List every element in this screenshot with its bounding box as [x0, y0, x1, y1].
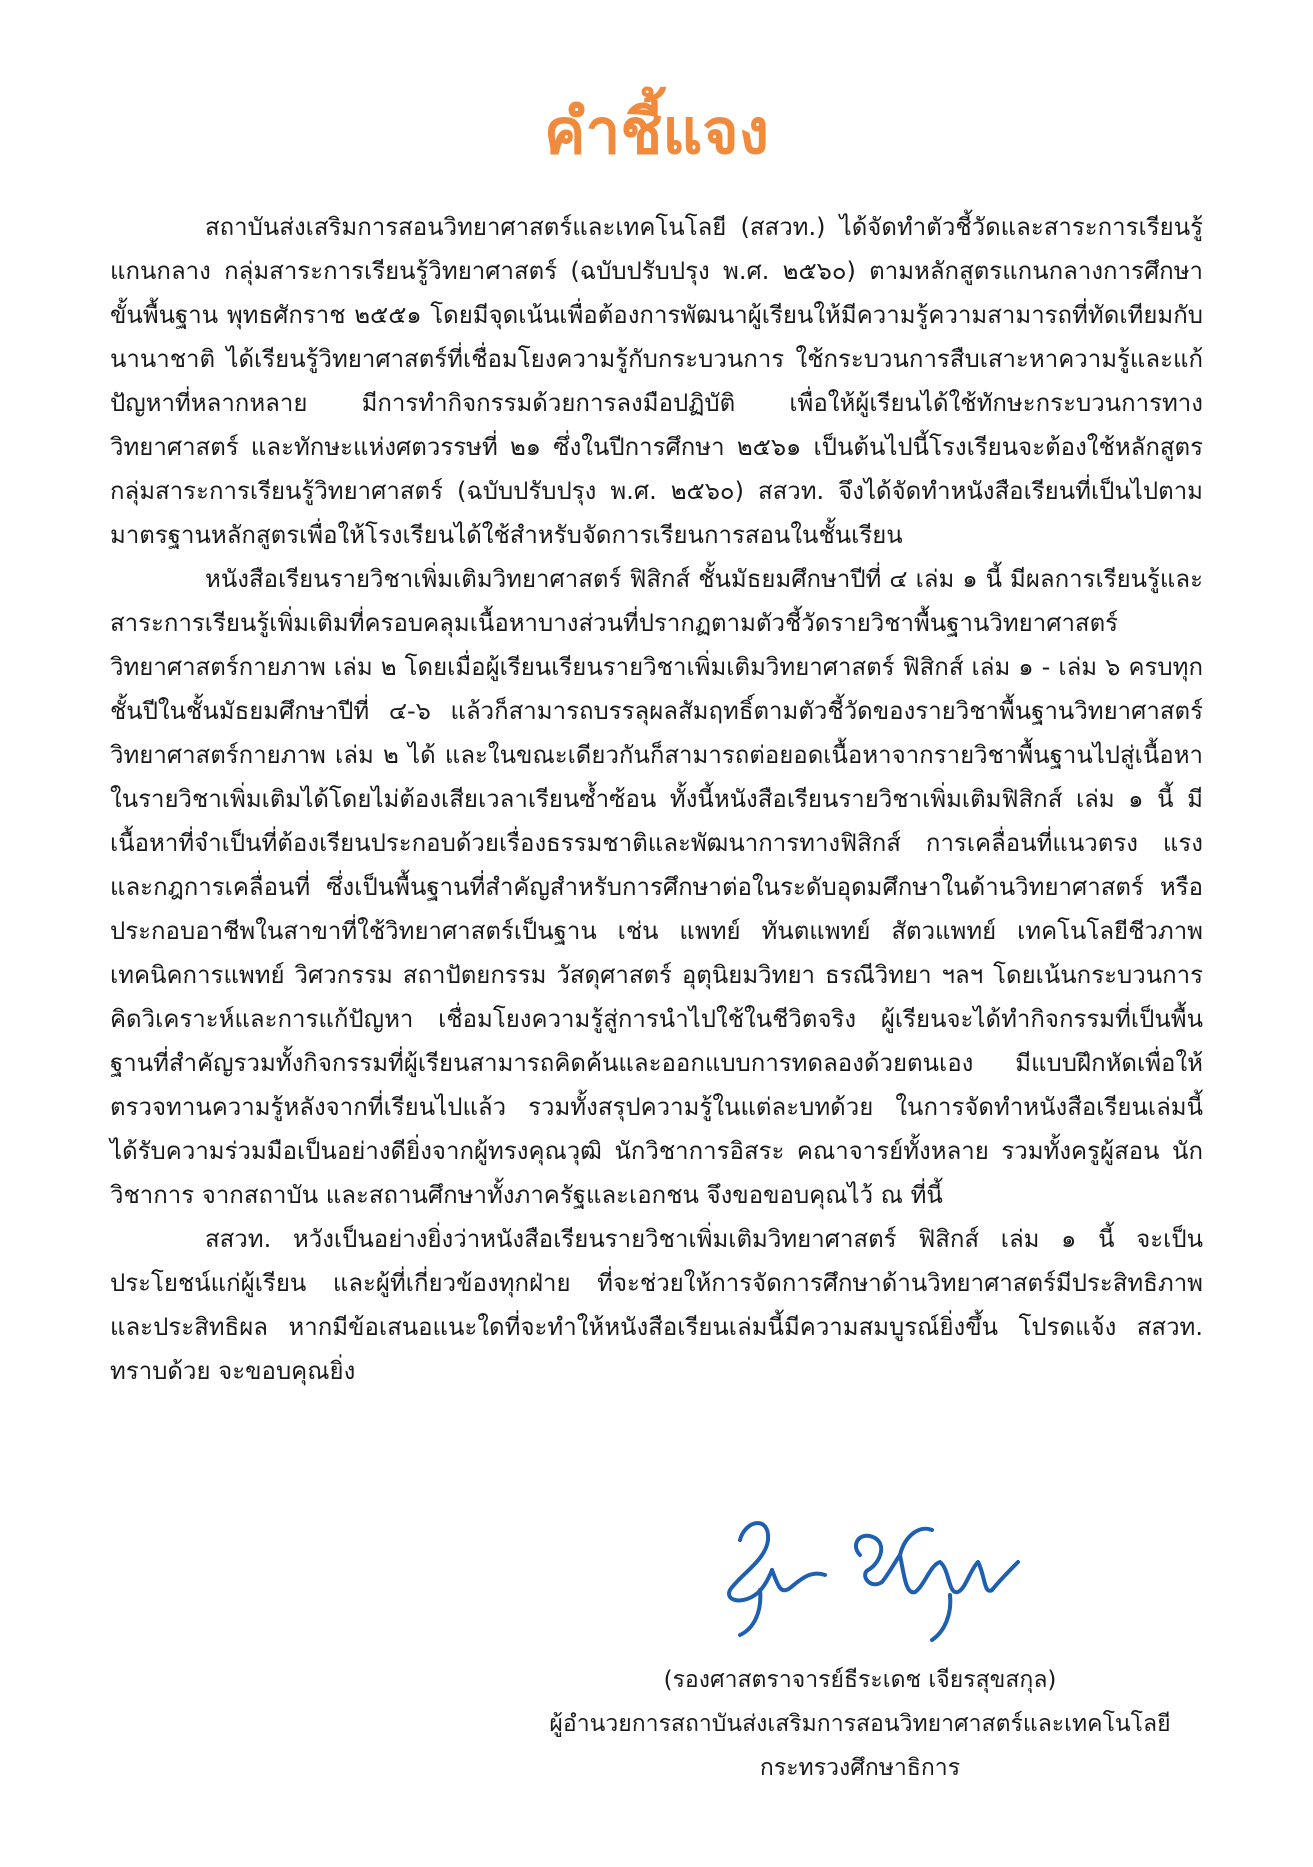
page-title: คำชี้แจง [544, 95, 769, 168]
signatory-organization: กระทรวงศึกษาธิการ [759, 1755, 961, 1781]
paragraph-2: หนังสือเรียนรายวิชาเพิ่มเติมวิทยาศาสตร์ ฟิสิกส์ ชั้นมัธยมศึกษาปีที่ ๔ เล่ม ๑ นี้ มีผลการเรียนรู้และสาระการเรียนรู้เพิ่มเติมที่ครอบคลุมเนื้อหาบางส่วนที่ปรากฏตามตัวชี้วัดรายวิชาพื้นฐานวิทยาศาสตร์ วิทยาศาสตร์กายภาพ เล่ม ๒ โดยเมื่อผู้เรียนเรียนรายวิชาเพิ่มเติมวิทยาศาสตร์ ฟิสิกส์ เล่ม ๑ - เล่ม ๖ ครบทุกชั้นปีในชั้นมัธยมศึกษาปีที่ ๔-๖ แล้วก็สามารถบรรลุผลสัมฤทธิ์ตามตัวชี้วัดของรายวิชาพื้นฐานวิทยาศาสตร์ วิทยาศาสตร์กายภาพ เล่ม ๒ ได้ และในขณะเดียวกันก็สามารถต่อยอดเนื้อหาจากรายวิชาพื้นฐานไปสู่เนื้อหาในรายวิชาเพิ่มเติมได้โดยไม่ต้องเสียเวลาเรียนซ้ำซ้อน ทั้งนี้หนังสือเรียนรายวิชาเพิ่มเติมฟิสิกส์ เล่ม ๑ นี้ มีเนื้อหาที่จำเป็นที่ต้องเรียนประกอบด้วยเรื่องธรรมชาติและพัฒนาการทางฟิสิกส์ การเคลื่อนที่แนวตรง แรงและกฎการเคลื่อนที่ ซึ่งเป็นพื้นฐานที่สำคัญสำหรับการศึกษาต่อในระดับอุดมศึกษาในด้านวิทยาศาสตร์ หรือประกอบอาชีพในสาขาที่ใช้วิทยาศาสตร์เป็นฐาน เช่น แพทย์ ทันตแพทย์ สัตวแพทย์ เทคโนโลยีชีวภาพ เทคนิคการแพทย์ วิศวกรรม สถาปัตยกรรม วัสดุศาสตร์ อุตุนิยมวิทยา ธรณีวิทยา ฯลฯ โดยเน้นกระบวนการคิดวิเคราะห์และการแก้ปัญหา เชื่อมโยงความรู้สู่การนำไปใช้ในชีวิตจริง ผู้เรียนจะได้ทำกิจกรรมที่เป็นพื้นฐานที่สำคัญรวมทั้งกิจกรรมที่ผู้เรียนสามารถคิดค้นและออกแบบการทดลองด้วยตนเอง มีแบบฝึกหัดเพื่อให้ตรวจทานความรู้หลังจากที่เรียนไปแล้ว รวมทั้งสรุปความรู้ในแต่ละบทด้วย ในการจัดทำหนังสือเรียนเล่มนี้ ได้รับความร่วมมือเป็นอย่างดียิ่งจากผู้ทรงคุณวุฒิ นักวิชาการอิสระ คณาจารย์ทั้งหลาย รวมทั้งครูผู้สอน นักวิชาการ จากสถาบัน และสถานศึกษาทั้งภาครัฐและเอกชน จึงขอขอบคุณไว้ ณ ที่นี้ [110, 565, 1204, 1209]
signatory-block [480, 1658, 1240, 1790]
signatory-name: (รองศาสตราจารย์ธีระเดช เจียรสุขสกุล) [663, 1667, 1057, 1693]
paragraph-1: สถาบันส่งเสริมการสอนวิทยาศาสตร์และเทคโนโลยี (สสวท.) ได้จัดทำตัวชี้วัดและสาระการเรียนรู้แกนกลาง กลุ่มสาระการเรียนรู้วิทยาศาสตร์ (ฉบับปรับปรุง พ.ศ. ๒๕๖๐) ตามหลักสูตรแกนกลางการศึกษาขั้นพื้นฐาน พุทธศักราช ๒๕๕๑ โดยมีจุดเน้นเพื่อต้องการพัฒนาผู้เรียนให้มีความรู้ความสามารถที่ทัดเทียมกับนานาชาติ ได้เรียนรู้วิทยาศาสตร์ที่เชื่อมโยงความรู้กับกระบวนการ ใช้กระบวนการสืบเสาะหาความรู้และแก้ปัญหาที่หลากหลาย มีการทำกิจกรรมด้วยการลงมือปฏิบัติ เพื่อให้ผู้เรียนได้ใช้ทักษะกระบวนการทางวิทยาศาสตร์ และทักษะแห่งศตวรรษที่ ๒๑ ซึ่งในปีการศึกษา ๒๕๖๑ เป็นต้นไปนี้โรงเรียนจะต้องใช้หลักสูตรกลุ่มสาระการเรียนรู้วิทยาศาสตร์ (ฉบับปรับปรุง พ.ศ. ๒๕๖๐) สสวท. จึงได้จัดทำหนังสือเรียนที่เป็นไปตามมาตรฐานหลักสูตรเพื่อให้โรงเรียนได้ใช้สำหรับจัดการเรียนการสอนในชั้นเรียน [110, 213, 1203, 549]
body-text [110, 205, 1203, 1393]
paragraph-3: สสวท. หวังเป็นอย่างยิ่งว่าหนังสือเรียนรายวิชาเพิ่มเติมวิทยาศาสตร์ ฟิสิกส์ เล่ม ๑ นี้ จะเป็นประโยชน์แก่ผู้เรียน และผู้ที่เกี่ยวข้องทุกฝ่าย ที่จะช่วยให้การจัดการศึกษาด้านวิทยาศาสตร์มีประสิทธิภาพและประสิทธิผล หากมีข้อเสนอแนะใดที่จะทำให้หนังสือเรียนเล่มนี้มีความสมบูรณ์ยิ่งขึ้น โปรดแจ้ง สสวท. ทราบด้วย จะขอบคุณยิ่ง [110, 1225, 1203, 1385]
handwritten-signature [700, 1500, 1030, 1650]
signatory-position: ผู้อำนวยการสถาบันส่งเสริมการสอนวิทยาศาสตร์และเทคโนโลยี [549, 1711, 1171, 1737]
